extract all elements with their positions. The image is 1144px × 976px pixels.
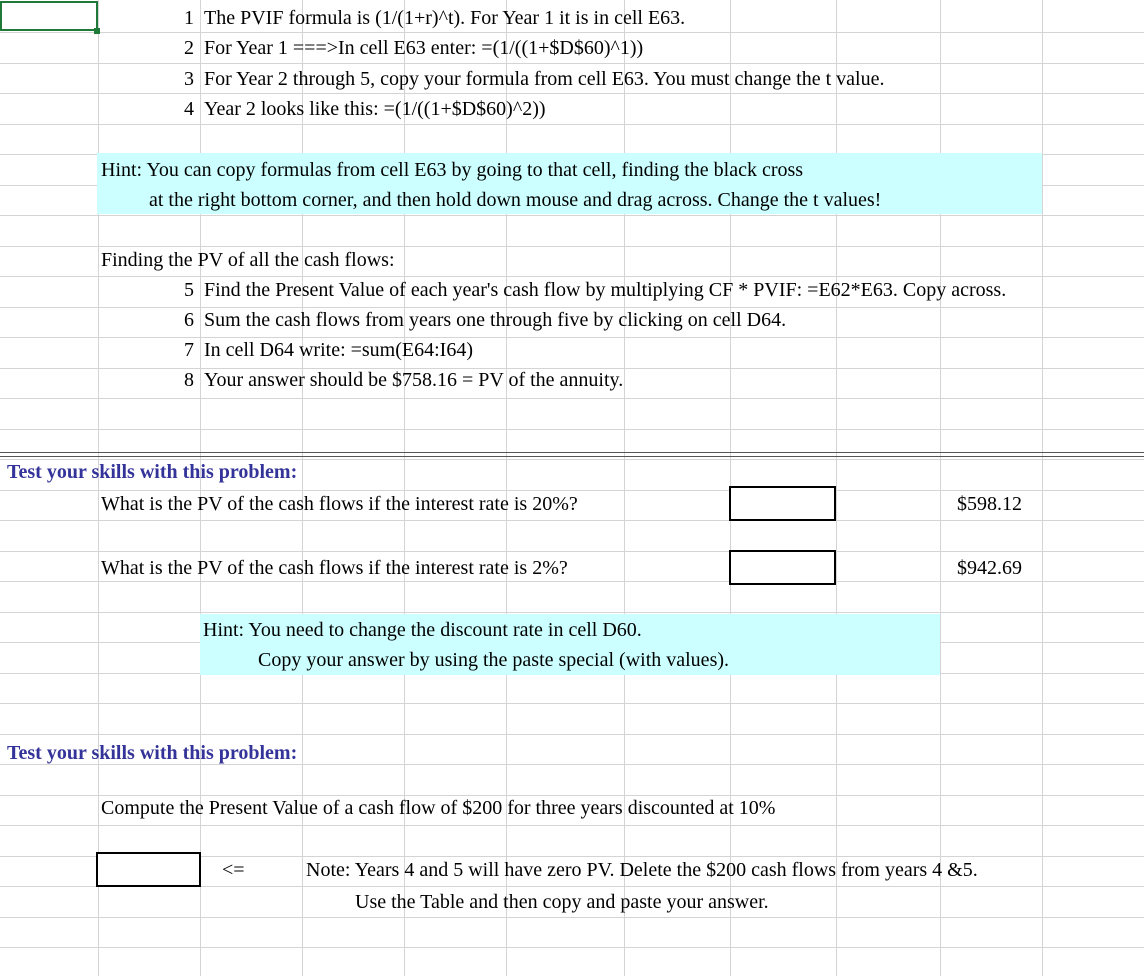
question-text: What is the PV of the cash flows if the interest rate is 20%? xyxy=(101,493,578,515)
step-number: 1 xyxy=(184,7,194,29)
step-text: In cell D64 write: =sum(E64:I64) xyxy=(204,339,473,361)
hint-box xyxy=(97,153,1042,214)
step-text: The PVIF formula is (1/(1+r)^t). For Year 1 it is in cell E63. xyxy=(204,7,686,29)
step-text: Your answer should be $758.16 = PV of the annuity. xyxy=(204,369,624,391)
arrow-indicator: <= xyxy=(222,859,245,881)
step-text: For Year 2 through 5, copy your formula from cell E63. You must change the t value. xyxy=(204,68,885,90)
note-text: Use the Table and then copy and paste your answer. xyxy=(355,891,769,913)
section-divider xyxy=(0,456,1144,457)
hint-line: at the right bottom corner, and then hold down mouse and drag across. Change the t values! xyxy=(149,189,882,211)
hint-line: Hint: You can copy formulas from cell E63 by going to that cell, finding the black cross xyxy=(101,159,804,181)
step-text: Find the Present Value of each year's cash flow by multiplying CF * PVIF: =E62*E63. Copy across. xyxy=(204,279,1007,301)
question-text: Compute the Present Value of a cash flow of $200 for three years discounted at 10% xyxy=(101,797,776,819)
step-number: 5 xyxy=(184,279,194,301)
hint-box xyxy=(200,614,940,675)
answer-input-cell[interactable] xyxy=(729,486,836,521)
answer-input-cell[interactable] xyxy=(96,852,201,887)
step-number: 7 xyxy=(184,339,194,361)
test-heading: Test your skills with this problem: xyxy=(7,461,298,483)
step-number: 6 xyxy=(184,309,194,331)
step-text: For Year 1 ===>In cell E63 enter: =(1/((1+$D$60)^1)) xyxy=(204,37,644,59)
section-label: Finding the PV of all the cash flows: xyxy=(101,249,395,271)
step-number: 2 xyxy=(184,37,194,59)
hint-line: Copy your answer by using the paste special (with values). xyxy=(258,649,730,671)
hint-line: Hint: You need to change the discount rate in cell D60. xyxy=(203,619,642,641)
answer-value: $942.69 xyxy=(957,557,1022,579)
note-text: Note: Years 4 and 5 will have zero PV. Delete the $200 cash flows from years 4 &5. xyxy=(306,859,978,881)
step-text: Year 2 looks like this: =(1/((1+$D$60)^2)) xyxy=(204,98,546,120)
test-heading: Test your skills with this problem: xyxy=(7,742,298,764)
step-text: Sum the cash flows from years one through five by clicking on cell D64. xyxy=(204,309,787,331)
section-divider xyxy=(0,452,1144,453)
answer-value: $598.12 xyxy=(957,493,1022,515)
step-number: 8 xyxy=(184,369,194,391)
question-text: What is the PV of the cash flows if the interest rate is 2%? xyxy=(101,557,568,579)
step-number: 4 xyxy=(184,98,194,120)
step-number: 3 xyxy=(184,68,194,90)
answer-input-cell[interactable] xyxy=(729,550,836,585)
